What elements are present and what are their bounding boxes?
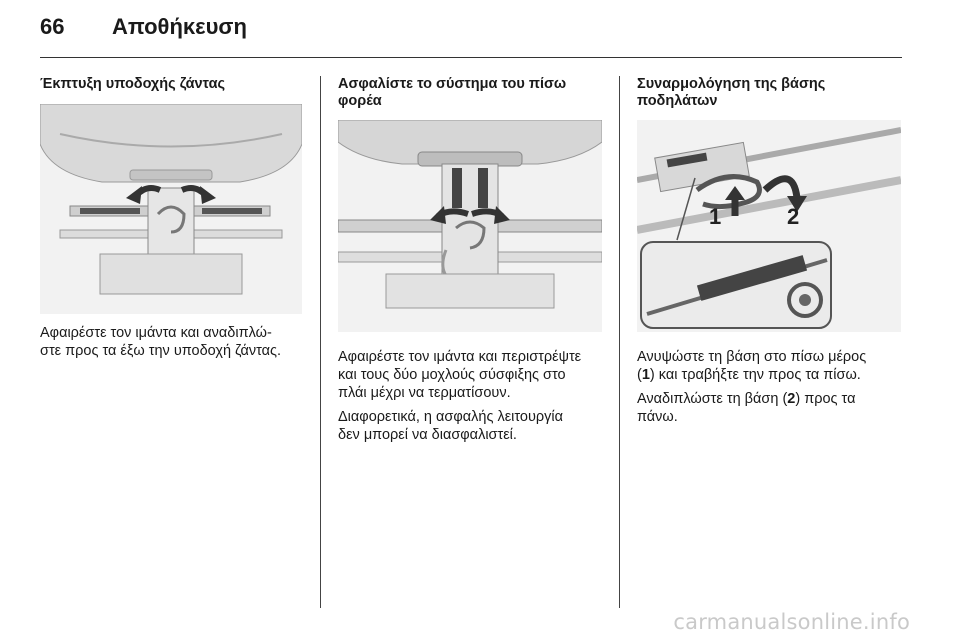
body-text-step-1: (1) και τραβήξτε την προς τα πίσω. [637, 367, 861, 383]
section-heading-3-line1: Συναρμολόγηση της βάσης [637, 76, 826, 92]
watermark: carmanualsonline.info [673, 610, 910, 634]
column-1-text [40, 324, 315, 360]
illustration-bike-mount [637, 120, 901, 332]
step-number-2: 2 [787, 391, 796, 407]
body-text: πλάι μέχρι να τερματίσουν. [338, 385, 511, 401]
body-text: Αφαιρέστε τον ιμάντα και περιστρέψτε [338, 349, 582, 365]
illustration-clamp-levers [338, 120, 602, 332]
illustration-rim-holder [40, 104, 302, 314]
column-3-text [637, 348, 909, 426]
column-3 [637, 76, 907, 110]
callout-1: 1 [709, 204, 722, 229]
page-number: 66 [40, 14, 65, 39]
column-1 [40, 76, 310, 93]
section-heading-1: Έκπτυξη υποδοχής ζάντας [40, 76, 226, 92]
column-divider-2 [619, 76, 620, 608]
body-text: Αφαιρέστε τον ιμάντα και αναδιπλώ- [40, 325, 272, 341]
body-text: Ανυψώστε τη βάση στο πίσω μέρος [637, 349, 867, 365]
callout-2: 2 [787, 204, 800, 229]
header-rule [40, 57, 902, 58]
page-header [40, 14, 247, 40]
body-text: πάνω. [637, 409, 678, 425]
step-number-1: 1 [641, 367, 650, 383]
section-heading-2-line2: φορέα [338, 93, 382, 109]
body-text: και τους δύο μοχλούς σύσφιξης στο [338, 367, 566, 383]
section-heading-2-line1: Ασφαλίστε το σύστημα του πίσω [338, 76, 567, 92]
column-divider-1 [320, 76, 321, 608]
body-text: Διαφορετικά, η ασφαλής λειτουργία [338, 409, 564, 425]
column-2-text [338, 348, 610, 444]
column-2 [338, 76, 608, 110]
page-title: Αποθήκευση [112, 14, 247, 39]
body-text-step-2: Αναδιπλώστε τη βάση (2) προς τα [637, 391, 856, 407]
body-text: δεν μπορεί να διασφαλιστεί. [338, 427, 517, 443]
section-heading-3-line2: ποδηλάτων [637, 93, 718, 109]
body-text: στε προς τα έξω την υποδοχή ζάντας. [40, 343, 282, 359]
